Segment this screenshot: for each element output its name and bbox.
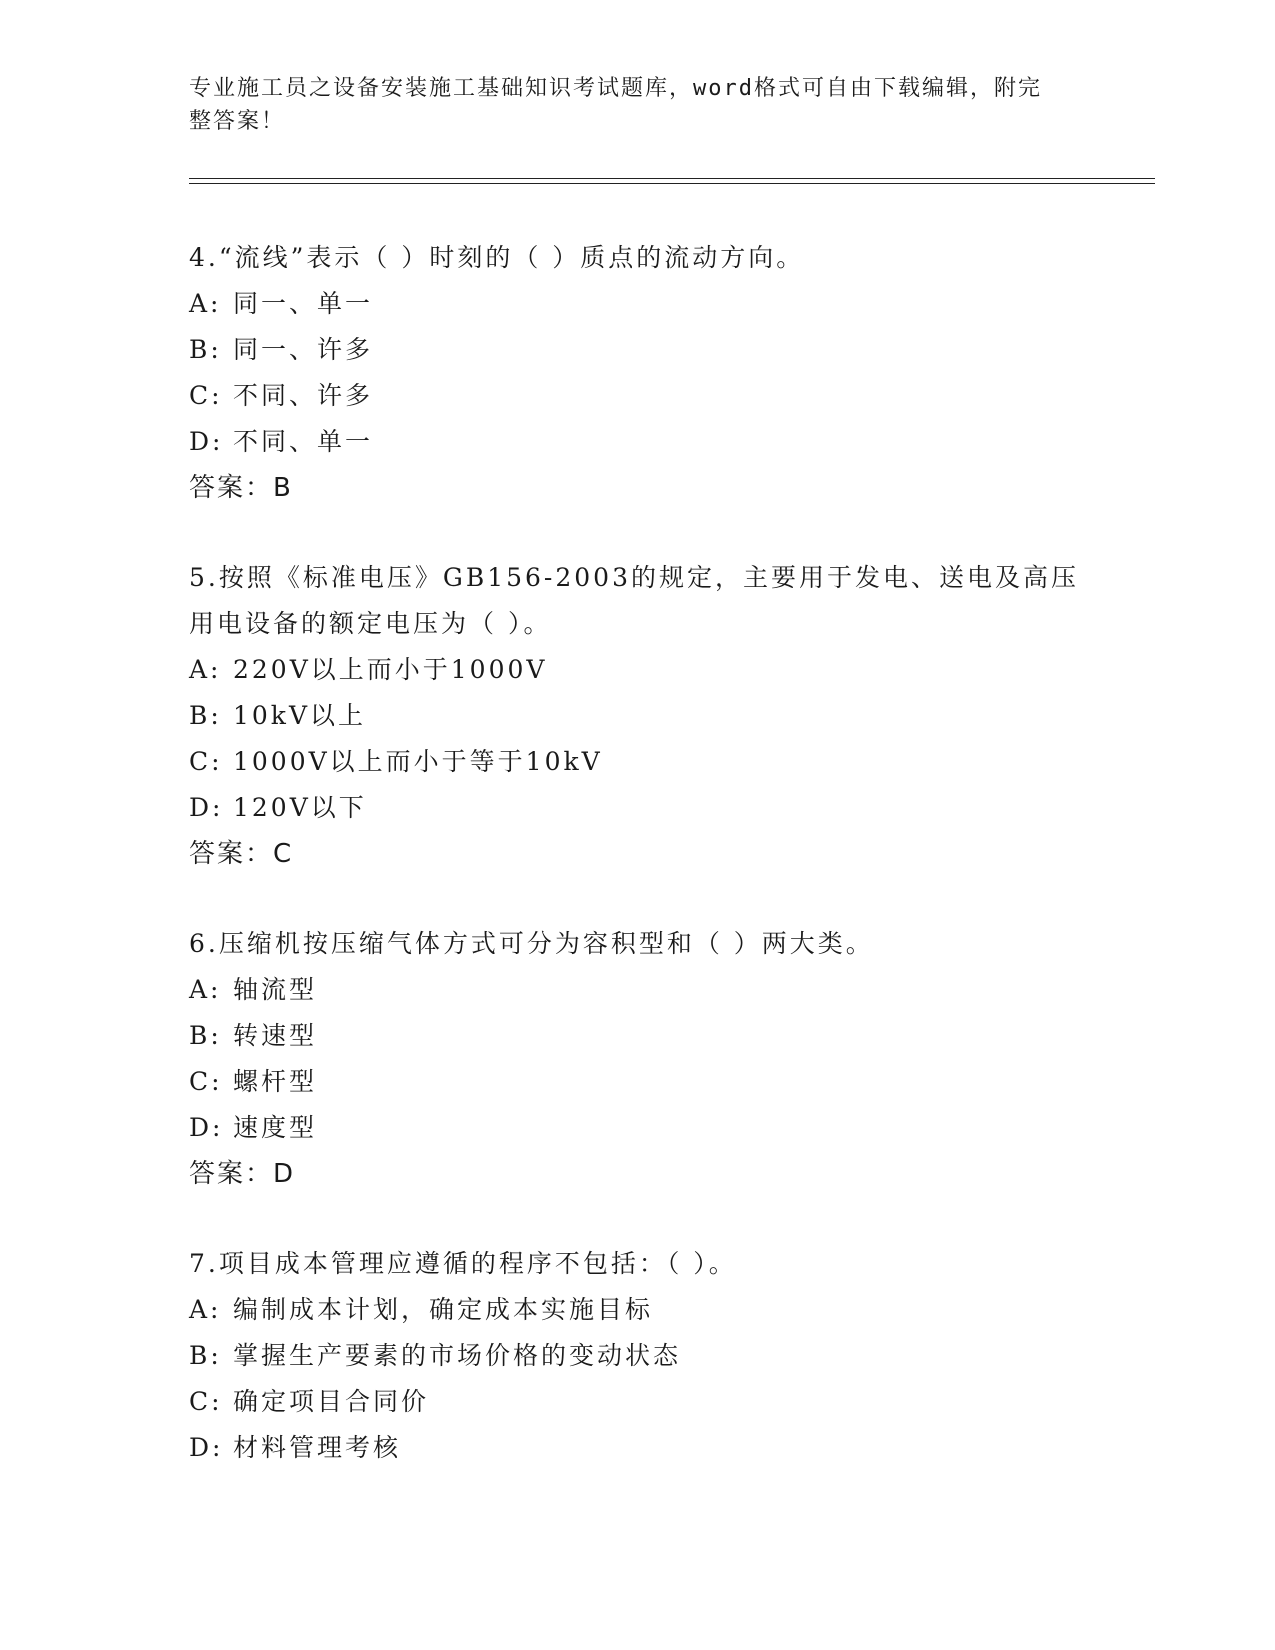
option-b <box>189 1333 1089 1379</box>
option-c <box>189 1379 1089 1425</box>
option-text: 10kV以上 <box>233 701 367 730</box>
option-key: D: <box>189 1113 224 1142</box>
header-divider-top <box>189 178 1155 179</box>
option-text: 不同、许多 <box>233 381 374 410</box>
option-key: A: <box>189 1295 222 1324</box>
option-text: 确定项目合同价 <box>233 1387 430 1416</box>
option-text: 转速型 <box>233 1021 318 1050</box>
option-text: 材料管理考核 <box>233 1433 402 1462</box>
header-line-1: 专业施工员之设备安装施工基础知识考试题库，word格式可自由下载编辑，附完 <box>189 76 1042 101</box>
question-6 <box>189 921 1089 1197</box>
option-key: D: <box>189 793 224 822</box>
option-text: 轴流型 <box>233 975 318 1004</box>
option-text: 同一、许多 <box>233 335 374 364</box>
question-5 <box>189 555 1089 877</box>
question-stem: 6.压缩机按压缩气体方式可分为容积型和（ ）两大类。 <box>189 929 874 958</box>
option-key: C: <box>189 1387 223 1416</box>
document-header <box>189 72 1069 138</box>
option-text: 速度型 <box>233 1113 318 1142</box>
header-line-2: 整答案！ <box>189 109 286 134</box>
option-key: B: <box>189 1341 222 1370</box>
option-c <box>189 373 1089 419</box>
option-text: 120V以下 <box>233 793 367 822</box>
option-key: C: <box>189 381 223 410</box>
question-stem: 7.项目成本管理应遵循的程序不包括：（ ）。 <box>189 1249 737 1278</box>
option-d <box>189 1105 1089 1151</box>
option-a <box>189 281 1089 327</box>
question-4 <box>189 235 1089 511</box>
header-divider-bottom <box>189 183 1155 184</box>
option-text: 编制成本计划，确定成本实施目标 <box>233 1295 654 1324</box>
option-a <box>189 967 1089 1013</box>
option-key: A: <box>189 975 222 1004</box>
option-text: 不同、单一 <box>233 427 374 456</box>
option-c <box>189 1059 1089 1105</box>
option-key: A: <box>189 289 222 318</box>
option-b <box>189 693 1089 739</box>
option-key: B: <box>189 335 222 364</box>
answer-label: 答案：B <box>189 473 293 503</box>
option-key: B: <box>189 701 222 730</box>
question-stem-line-1: 5.按照《标准电压》GB156-2003的规定，主要用于发电、送电及高压 <box>189 563 1079 592</box>
option-text: 220V以上而小于1000V <box>233 655 548 684</box>
option-d <box>189 419 1089 465</box>
option-key: A: <box>189 655 222 684</box>
option-c <box>189 739 1089 785</box>
answer-label: 答案：D <box>189 1159 296 1189</box>
option-b <box>189 1013 1089 1059</box>
option-key: C: <box>189 747 223 776</box>
option-text: 1000V以上而小于等于10kV <box>233 747 603 776</box>
question-list <box>189 235 1089 1515</box>
option-key: D: <box>189 1433 224 1462</box>
option-key: B: <box>189 1021 222 1050</box>
answer-label: 答案：C <box>189 839 294 869</box>
option-text: 掌握生产要素的市场价格的变动状态 <box>233 1341 682 1370</box>
question-stem-line-2: 用电设备的额定电压为（ ）。 <box>189 609 552 638</box>
option-a <box>189 647 1089 693</box>
question-stem: 4.“流线”表示（ ）时刻的（ ）质点的流动方向。 <box>189 243 805 272</box>
option-a <box>189 1287 1089 1333</box>
option-key: D: <box>189 427 224 456</box>
option-b <box>189 327 1089 373</box>
option-text: 同一、单一 <box>233 289 374 318</box>
option-text: 螺杆型 <box>233 1067 318 1096</box>
question-7 <box>189 1241 1089 1471</box>
option-d <box>189 785 1089 831</box>
option-key: C: <box>189 1067 223 1096</box>
option-d <box>189 1425 1089 1471</box>
